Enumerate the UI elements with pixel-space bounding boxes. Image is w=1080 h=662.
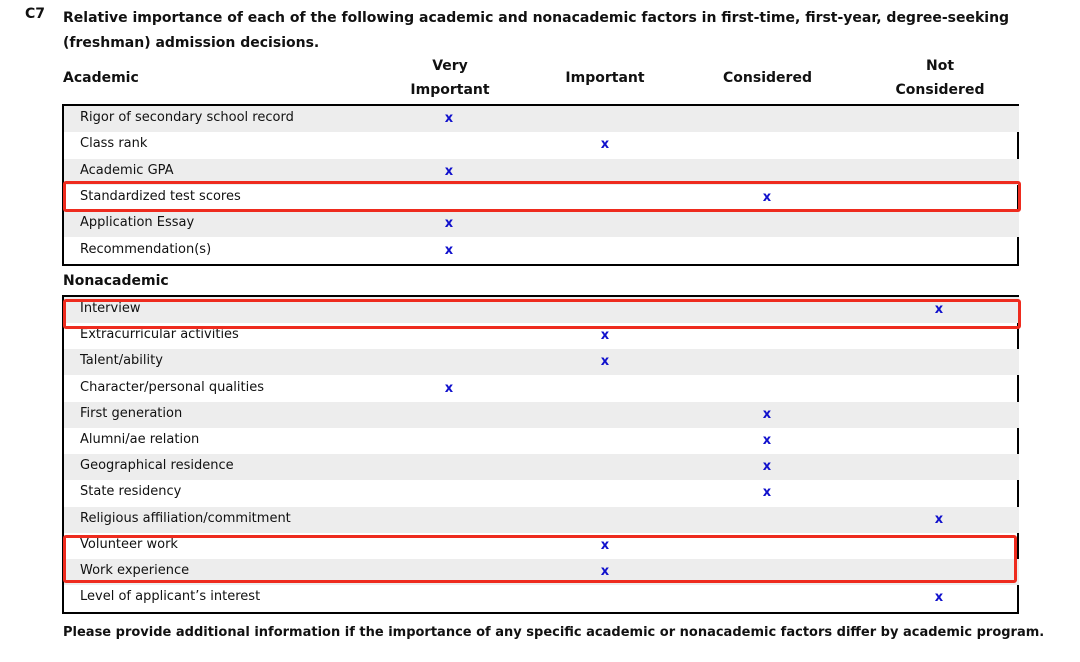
footer-note: Please provide additional information if the importance of any specific academic or nonacademic factors differ by academic program. <box>63 625 1045 640</box>
section-code: C7 <box>25 6 46 22</box>
rating-mark-important: x <box>600 537 610 553</box>
rating-mark-considered: x <box>762 406 772 422</box>
rating-mark-important: x <box>600 328 610 344</box>
factor-label: Religious affiliation/commitment <box>80 510 291 526</box>
highlight-volunteer-and-work-experience <box>63 535 1017 583</box>
factor-label: Geographical residence <box>80 458 234 474</box>
rating-mark-not-considered: x <box>934 511 944 527</box>
rating-mark-very-important: x <box>444 111 454 126</box>
table-row <box>64 132 1019 158</box>
section-heading: Relative importance of each of the following academic and nonacademic factors in first-time, first-year, degree-seeking (freshman) admission decisions. <box>63 10 1010 51</box>
table-row <box>64 402 1019 428</box>
table-row <box>64 507 1019 533</box>
not-considered-column-header: Not Considered <box>895 58 985 98</box>
factor-label: Application Essay <box>80 215 195 231</box>
rating-mark-not-considered: x <box>934 302 944 317</box>
rating-mark-considered: x <box>762 459 772 475</box>
factor-label: Recommendation(s) <box>80 241 212 257</box>
factor-label: Talent/ability <box>80 353 163 369</box>
rating-mark-not-considered: x <box>934 590 944 606</box>
factor-label: Work experience <box>80 563 190 578</box>
factor-label: Class rank <box>80 136 148 152</box>
rating-mark-considered: x <box>762 485 772 501</box>
factor-label: Interview <box>80 301 141 316</box>
rating-mark-important: x <box>600 564 610 579</box>
table-row <box>64 585 1019 611</box>
rating-mark-important: x <box>600 354 610 370</box>
academic-column-header: Academic <box>63 70 139 86</box>
table-row <box>64 454 1019 480</box>
table-row <box>64 238 1019 264</box>
factor-label: Volunteer work <box>80 536 178 552</box>
factor-label: State residency <box>80 484 182 500</box>
factor-label: Rigor of secondary school record <box>80 110 294 125</box>
highlight-interview <box>63 299 1021 329</box>
rating-mark-considered: x <box>762 189 772 205</box>
table-row <box>64 428 1019 454</box>
considered-column-header: Considered <box>723 70 812 86</box>
highlight-standardized-test-scores <box>63 181 1021 212</box>
factor-label: First generation <box>80 405 183 421</box>
very-important-column-header: Very Important <box>410 58 490 98</box>
rating-mark-very-important: x <box>444 242 454 258</box>
rating-mark-very-important: x <box>444 163 454 179</box>
rating-mark-considered: x <box>762 433 772 448</box>
rating-mark-important: x <box>600 137 610 153</box>
factor-label: Alumni/ae relation <box>80 432 200 447</box>
factor-label: Standardized test scores <box>80 188 241 204</box>
rating-mark-very-important: x <box>444 380 454 396</box>
table-row <box>64 376 1019 402</box>
factor-label: Level of applicant’s interest <box>80 589 261 605</box>
nonacademic-section-label: Nonacademic <box>63 273 169 289</box>
factor-label: Character/personal qualities <box>80 379 264 395</box>
important-column-header: Important <box>565 70 645 86</box>
table-row <box>64 211 1019 237</box>
rating-mark-very-important: x <box>444 216 454 232</box>
table-row <box>64 106 1019 132</box>
factor-label: Extracurricular activities <box>80 327 239 343</box>
factor-label: Academic GPA <box>80 162 174 178</box>
table-row <box>64 349 1019 375</box>
table-row <box>64 480 1019 506</box>
